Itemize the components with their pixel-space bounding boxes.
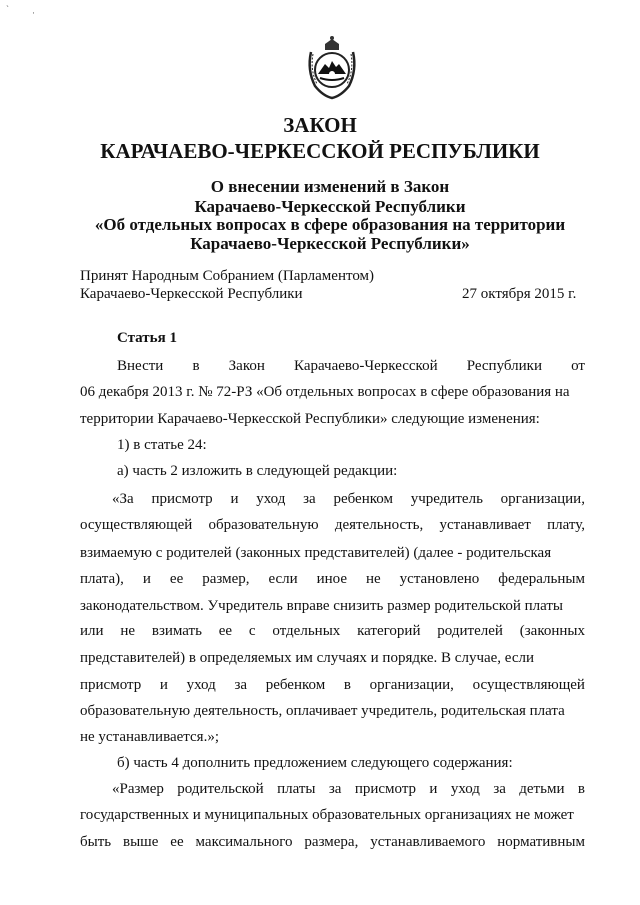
article-line: [112, 780, 585, 798]
article-text: плату,: [547, 517, 585, 533]
scan-artifact: ·: [32, 8, 35, 18]
article-text: представителей) в определяемых им случаях и порядке. В случае, если: [80, 650, 535, 666]
article-text: 06 декабря 2013 г. № 72-РЗ «Об отдельных вопросах в сфере образования на: [80, 384, 570, 400]
adoption-line-1: Принят Народным Собранием (Парламентом): [80, 268, 375, 284]
article-line: [80, 649, 585, 667]
article-text: за: [328, 781, 342, 797]
article-text: уход: [450, 781, 480, 797]
article-text: уход: [256, 491, 286, 507]
article-text: платы: [277, 781, 316, 797]
article-text: устанавливаемого: [370, 834, 486, 850]
article-text: с: [248, 623, 256, 639]
article-text: если: [268, 571, 298, 587]
article-line: [117, 357, 585, 375]
article-text: (законных: [519, 623, 585, 639]
republic-title: КАРАЧАЕВО-ЧЕРКЕССКОЙ РЕСПУБЛИКИ: [100, 139, 540, 163]
article-text: «За: [112, 491, 134, 507]
article-text: осуществляющей: [80, 517, 193, 533]
article-text: в: [192, 358, 200, 374]
subtitle-line-2: Карачаево-Черкесской Республики: [194, 197, 466, 216]
article-text: образовательную: [208, 517, 319, 533]
article-text: детьми: [519, 781, 565, 797]
article-text: нормативным: [497, 834, 585, 850]
article-line: [80, 383, 585, 401]
article-text: быть: [80, 834, 112, 850]
article-text: за: [303, 491, 316, 507]
article-text: размер,: [202, 571, 250, 587]
article-text: организации,: [369, 677, 454, 693]
adoption-date: 27 октября 2015 г.: [462, 286, 577, 302]
article-text: государственных и муниципальных образовательных организациях не может: [80, 807, 574, 823]
article-line: [80, 544, 585, 562]
article-text: ее: [170, 834, 184, 850]
article-text: и: [159, 677, 168, 693]
article-text: и: [230, 491, 239, 507]
subtitle-line-3: «Об отдельных вопросах в сфере образования на территории: [94, 215, 566, 234]
article-text: взимать: [151, 623, 202, 639]
article-text: ее: [218, 623, 233, 639]
article-text: присмотр: [151, 491, 213, 507]
article-text: и: [142, 571, 151, 587]
article-text: Республики: [466, 358, 542, 374]
article-text: 1) в статье 24:: [117, 437, 207, 453]
article-text: взимаемую с родителей (законных представителей) (далее - родительская: [80, 545, 552, 561]
article-line: [80, 676, 585, 694]
article-text: территории Карачаево-Черкесской Республики» следующие изменения:: [80, 411, 540, 427]
subtitle-line-4: Карачаево-Черкесской Республики»: [190, 234, 470, 253]
article-line: [80, 702, 585, 720]
article-text: не устанавливается.»;: [80, 729, 219, 745]
article-heading: Статья 1: [117, 330, 177, 346]
coat-of-arms-icon: [301, 30, 363, 102]
article-text: от: [571, 358, 585, 374]
article-line: [80, 597, 585, 615]
article-text: Внести: [117, 358, 164, 374]
adoption-line-2: Карачаево-Черкесской Республики: [80, 286, 303, 302]
article-text: плата),: [80, 571, 124, 587]
scan-artifact: `: [6, 4, 9, 14]
article-line: [80, 728, 585, 746]
article-text: в: [343, 677, 351, 693]
article-text: присмотр: [354, 781, 417, 797]
article-text: установлено: [399, 571, 480, 587]
article-text: деятельность,: [334, 517, 424, 533]
article-text: иное: [316, 571, 348, 587]
article-text: б) часть 4 дополнить предложением следующего содержания:: [117, 755, 513, 771]
article-line: [80, 833, 585, 851]
article-text: отдельных: [272, 623, 341, 639]
article-line: [80, 806, 585, 824]
article-text: образовательную деятельность, оплачивает учредитель, родительская плата: [80, 703, 565, 719]
article-text: Закон: [228, 358, 265, 374]
article-text: максимального: [195, 834, 293, 850]
article-text: устанавливает: [439, 517, 531, 533]
article-line: [80, 570, 585, 588]
article-text: не: [366, 571, 381, 587]
article-text: учредитель: [410, 491, 483, 507]
article-text: уход: [186, 677, 216, 693]
subtitle-line-1: О внесении изменений в Закон: [210, 177, 450, 196]
article-text: в: [577, 781, 585, 797]
article-text: а) часть 2 изложить в следующей редакции:: [117, 463, 398, 479]
article-text: ребенком: [265, 677, 326, 693]
article-text: размера,: [304, 834, 359, 850]
article-text: родителей: [437, 623, 503, 639]
article-text: осуществляющей: [472, 677, 585, 693]
article-text: ребенком: [333, 491, 393, 507]
article-text: выше: [123, 834, 159, 850]
article-text: законодательством. Учредитель вправе снизить размер родительской платы: [80, 598, 564, 614]
article-text: не: [120, 623, 136, 639]
article-text: категорий: [357, 623, 421, 639]
law-title: ЗАКОН: [283, 113, 357, 137]
article-text: «Размер: [112, 781, 164, 797]
article-line: [80, 622, 585, 640]
article-text: и: [429, 781, 438, 797]
article-text: родительской: [177, 781, 264, 797]
article-text: присмотр: [80, 677, 142, 693]
article-line: [80, 410, 585, 428]
article-text: за: [493, 781, 506, 797]
article-line: [117, 754, 585, 772]
article-line: [112, 490, 585, 508]
article-line: [117, 462, 585, 480]
article-line: [117, 436, 585, 454]
article-text: организации,: [500, 491, 585, 507]
article-text: федеральным: [498, 571, 585, 587]
article-text: или: [80, 623, 104, 639]
article-text: ее: [169, 571, 184, 587]
article-text: Карачаево-Черкесской: [294, 358, 438, 374]
article-text: за: [234, 677, 248, 693]
article-line: [80, 516, 585, 534]
